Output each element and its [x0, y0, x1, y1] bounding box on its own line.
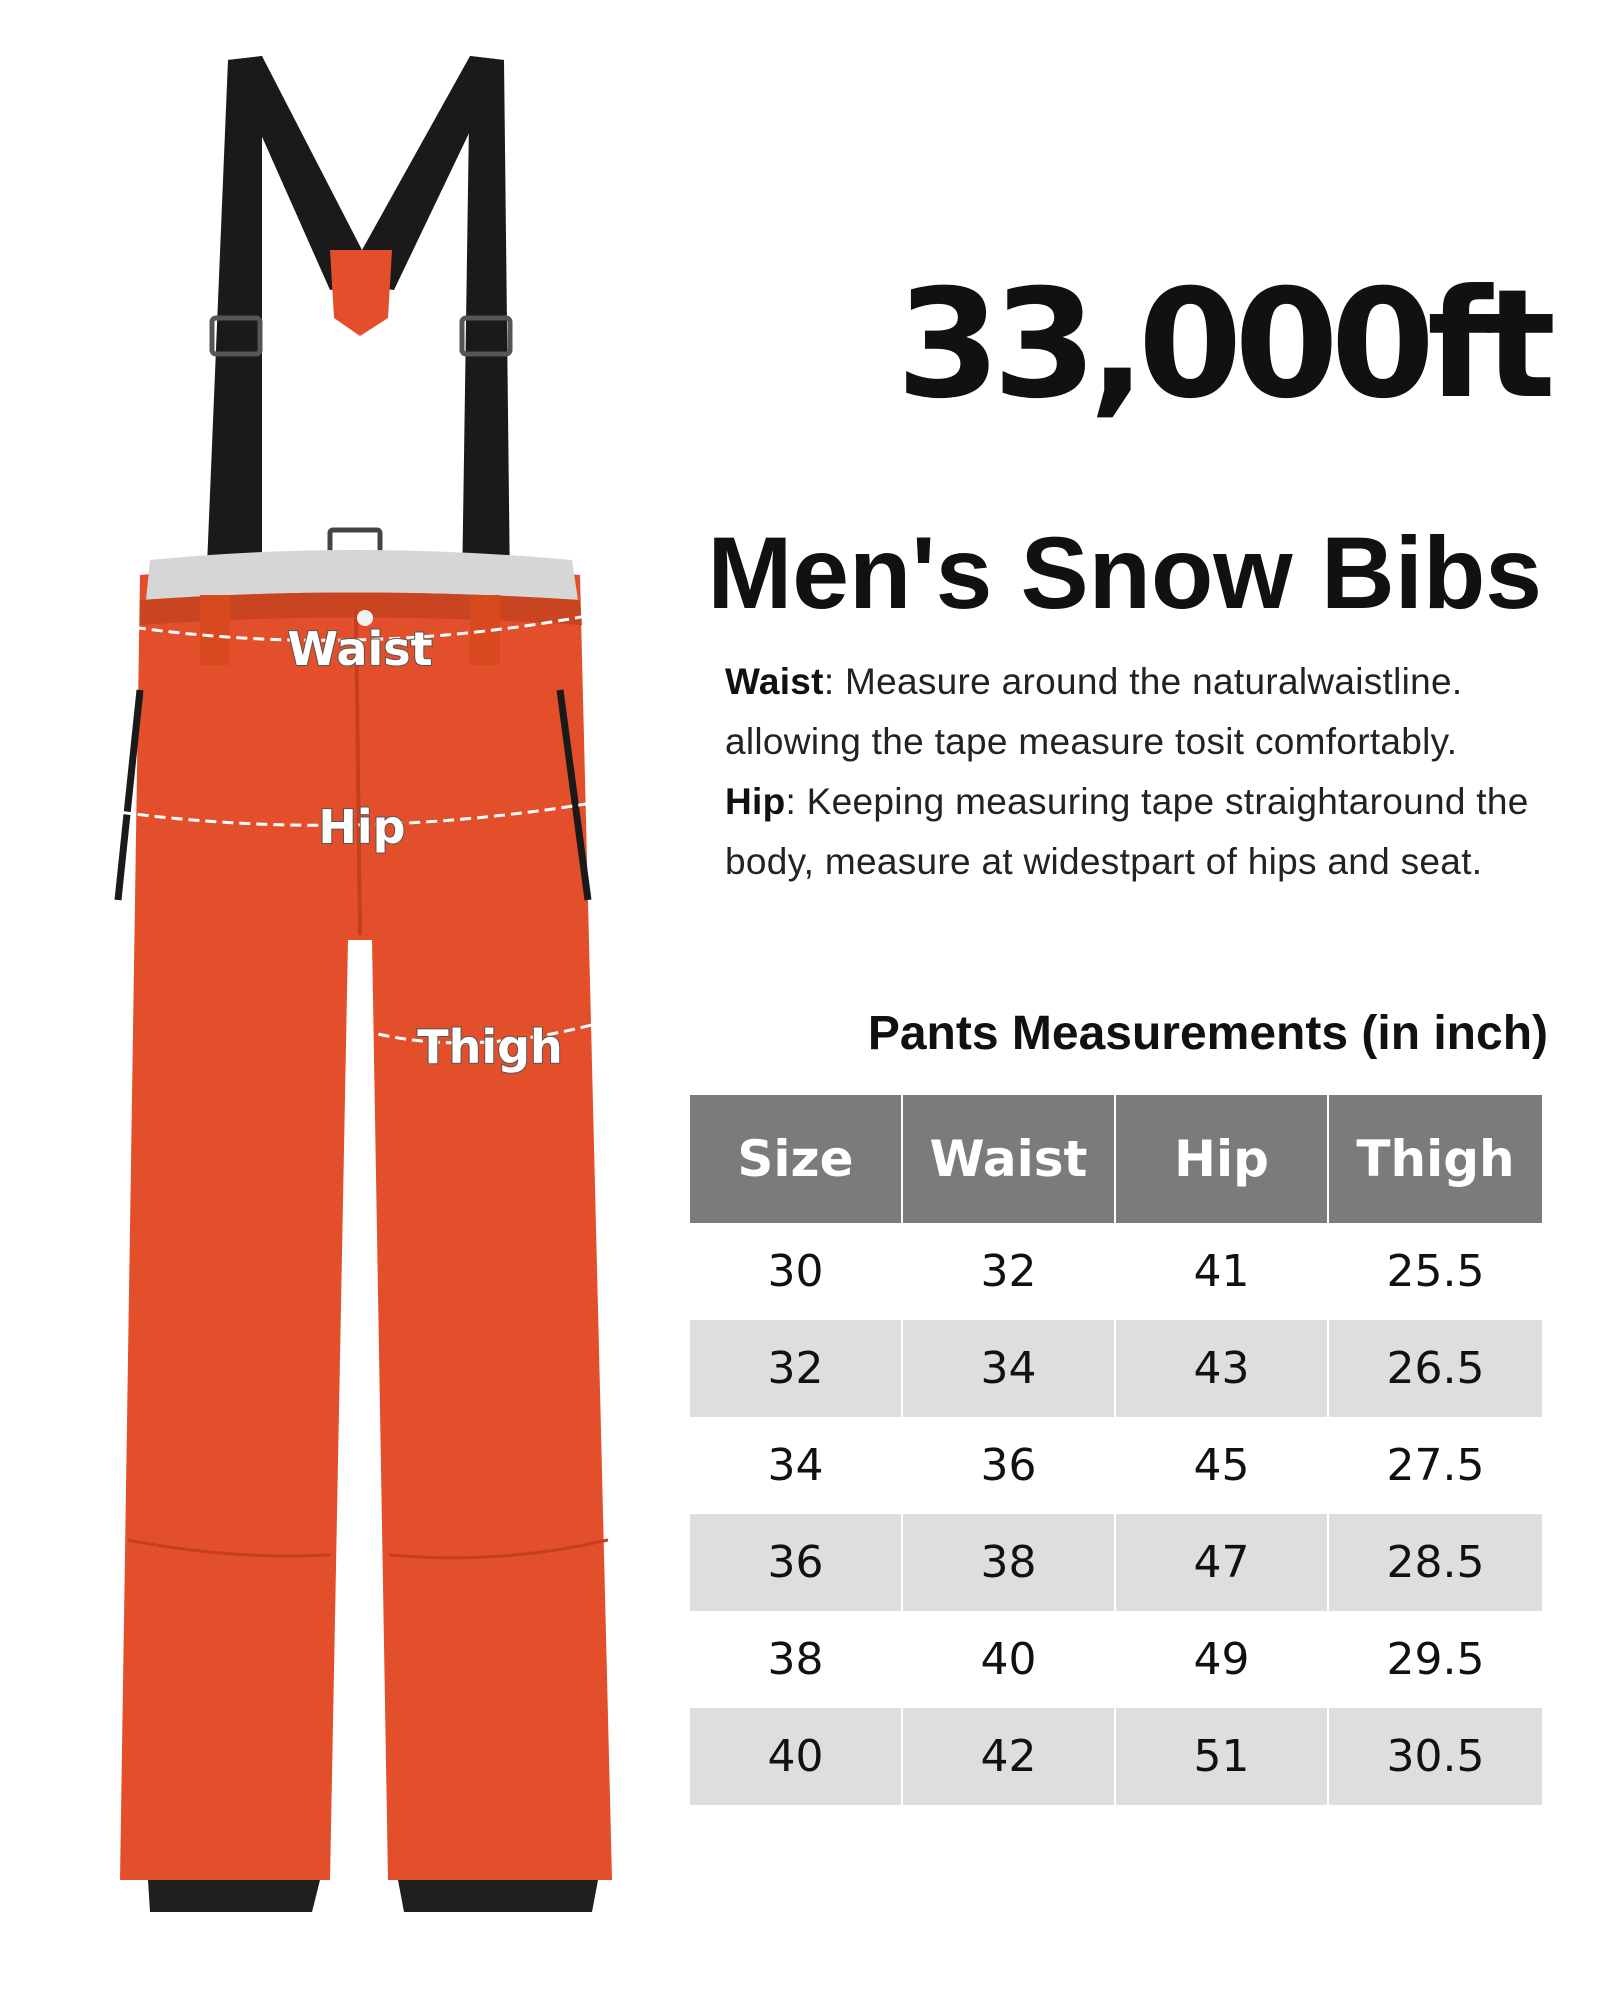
- cell-size: 38: [690, 1611, 903, 1708]
- suspender-straps: [206, 56, 510, 590]
- cell-hip: 49: [1116, 1611, 1329, 1708]
- header-thigh: Thigh: [1329, 1095, 1542, 1223]
- hip-guide-text: : Keeping measuring tape straightaround the body, measure at widestpart of hips and seat.: [725, 781, 1529, 882]
- header-size: Size: [690, 1095, 903, 1223]
- cell-thigh: 28.5: [1329, 1514, 1542, 1611]
- cell-waist: 42: [903, 1708, 1116, 1805]
- cell-waist: 34: [903, 1320, 1116, 1417]
- cell-waist: 32: [903, 1223, 1116, 1320]
- table-row: [690, 1708, 1542, 1805]
- snow-bib-illustration: [0, 0, 700, 2000]
- measurement-guide: [725, 652, 1555, 892]
- waist-guide: [725, 652, 1555, 772]
- hip-guide: [725, 772, 1555, 892]
- cell-size: 32: [690, 1320, 903, 1417]
- cell-size: 40: [690, 1708, 903, 1805]
- table-header-row: [690, 1095, 1542, 1223]
- table-row: [690, 1320, 1542, 1417]
- waist-label: Waist: [287, 622, 433, 676]
- cell-size: 30: [690, 1223, 903, 1320]
- cell-hip: 51: [1116, 1708, 1329, 1805]
- cell-hip: 41: [1116, 1223, 1329, 1320]
- cell-size: 36: [690, 1514, 903, 1611]
- cell-waist: 36: [903, 1417, 1116, 1514]
- page-title: Men's Snow Bibs: [707, 516, 1542, 630]
- cell-hip: 47: [1116, 1514, 1329, 1611]
- cell-thigh: 25.5: [1386, 1246, 1485, 1297]
- header-hip: Hip: [1116, 1095, 1329, 1223]
- waist-guide-text: : Measure around the naturalwaistline. allowing the tape measure tosit comfortably.: [725, 661, 1463, 762]
- table-row: [690, 1611, 1542, 1708]
- table-row: [690, 1514, 1542, 1611]
- waist-guide-term: Waist: [725, 661, 824, 702]
- cell-thigh: 30.5: [1329, 1708, 1542, 1805]
- size-chart-table: [690, 1095, 1542, 1805]
- header-waist: Waist: [903, 1095, 1116, 1223]
- cell-size: 34: [690, 1417, 903, 1514]
- hip-guide-term: Hip: [725, 781, 786, 822]
- pants-body: [118, 550, 612, 1912]
- cell-hip: 43: [1116, 1320, 1329, 1417]
- cell-thigh: 27.5: [1386, 1440, 1485, 1491]
- cell-waist: 40: [903, 1611, 1116, 1708]
- cell-thigh: 29.5: [1386, 1634, 1485, 1685]
- thigh-label: Thigh: [417, 1020, 563, 1074]
- cell-hip: 45: [1116, 1417, 1329, 1514]
- table-row: [690, 1417, 1542, 1514]
- table-title: Pants Measurements (in inch): [867, 1007, 1548, 1060]
- brand-logo: 33,000ft: [896, 258, 1548, 432]
- cell-waist: 38: [903, 1514, 1116, 1611]
- cell-thigh: 26.5: [1329, 1320, 1542, 1417]
- hip-label: Hip: [318, 800, 406, 854]
- table-row: [690, 1223, 1542, 1320]
